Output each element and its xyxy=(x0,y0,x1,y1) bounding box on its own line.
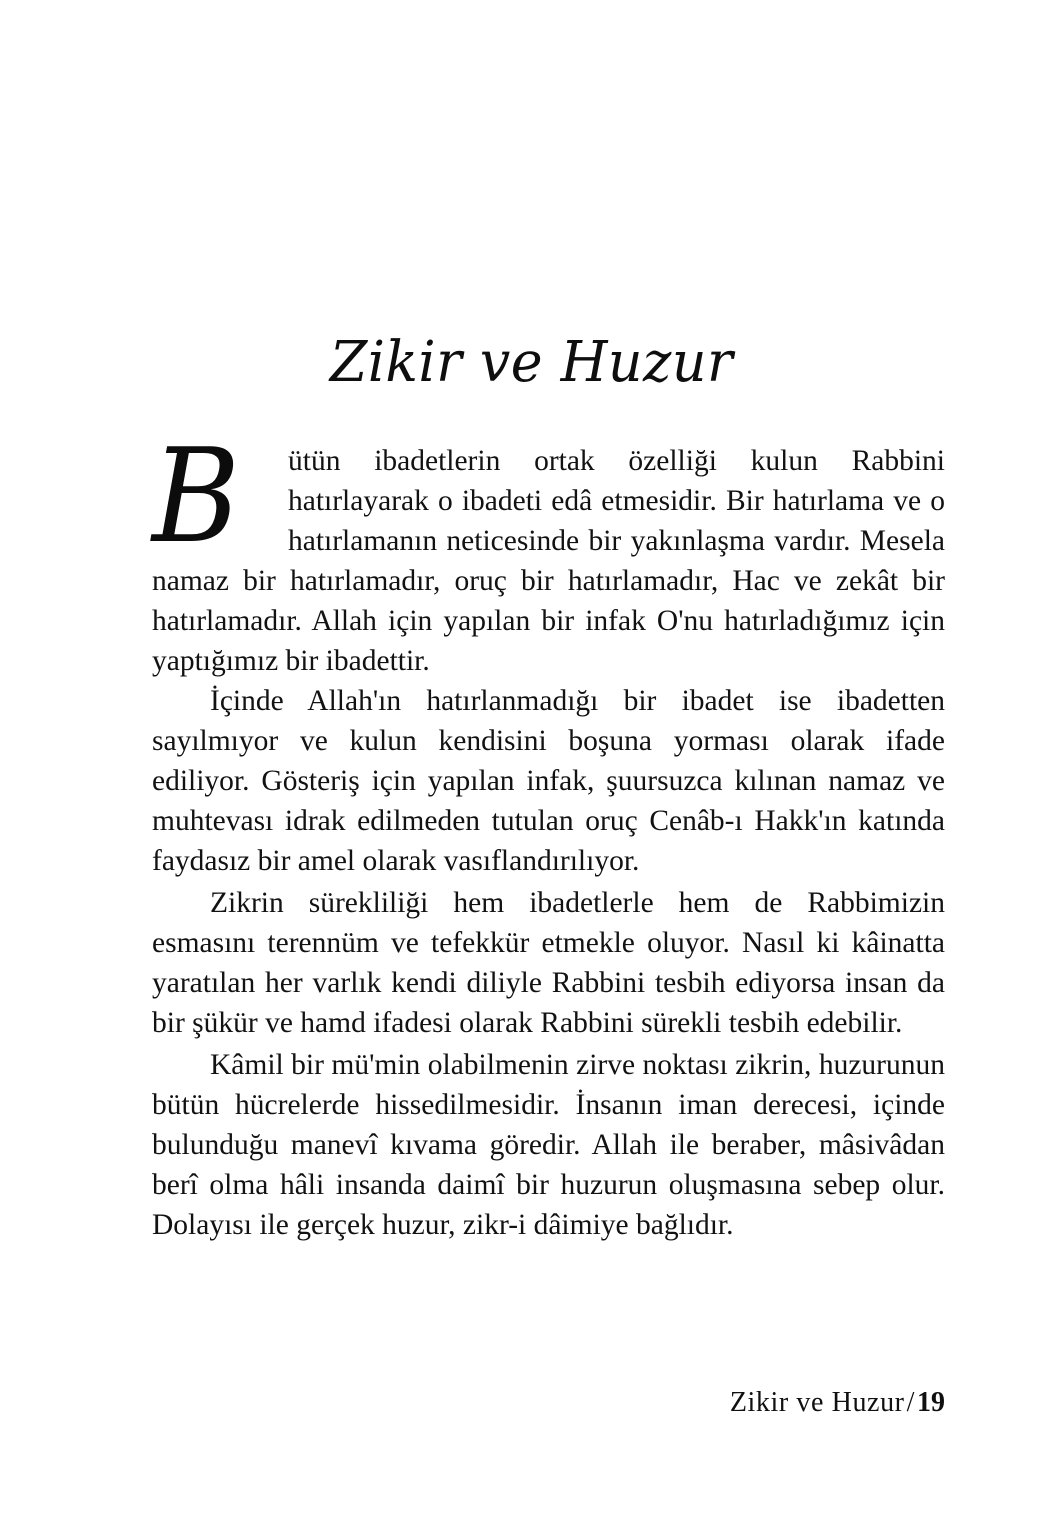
paragraph-2: İçinde Allah'ın hatırlanmadığı bir ibadet ise ibadetten sayılmıyor ve kulun kendisini boşuna yorması olarak ifade ediliyor. Gösteriş için yapılan infak, şuursuzca kılınan namaz ve muhtevası idrak edilmeden tutulan oruç Cenâb-ı Hakk'ın katında faydasız bir amel olarak vasıflandırılıyor. xyxy=(152,685,945,877)
footer-page-number: 19 xyxy=(917,1387,945,1418)
drop-cap-letter: B xyxy=(152,420,240,572)
first-paragraph-block xyxy=(152,420,945,681)
footer-running-title: Zikir ve Huzur xyxy=(729,1387,905,1418)
paragraph-4: Kâmil bir mü'min olabilmenin zirve noktası zikrin, huzurunun bütün hücrelerde hissedilmesidir. İnsanın iman derecesi, içinde bulunduğu manevî kıvama göredir. Allah ile beraber, mâsivâdan berî olma hâli insanda daimî bir huzurun oluşmasına sebep olur. Dolayısı ile gerçek huzur, zikr-i dâimiye bağlıdır. xyxy=(152,1049,945,1241)
footer-separator: / xyxy=(906,1387,915,1418)
running-footer xyxy=(730,1386,945,1420)
chapter-title: Zikir ve Huzur xyxy=(329,329,734,395)
paragraph-1: ütün ibadetlerin ortak özelliği kulun Rabbini hatırlayarak o ibadeti edâ etmesidir. Bir hatırlama ve o hatırlamanın neticesinde bir yakınlaşma vardır. Mesela namaz bir hatırlamadır, oruç bir hatırlamadır, Hac ve zekât bir hatırlamadır. Allah için yapılan bir infak O'nu hatırladığımız için yaptığımız bir ibadettir. xyxy=(152,445,945,677)
paragraph-3: Zikrin sürekliliği hem ibadetlerle hem de Rabbimizin esmasını terennüm ve tefekkür etmekle oluyor. Nasıl ki kâinatta yaratılan her varlık kendi diliyle Rabbini tesbih ediyorsa insan da bir şükür ve hamd ifadesi olarak Rabbini sürekli tesbih edebilir. xyxy=(152,887,945,1039)
text-column xyxy=(152,420,945,1245)
